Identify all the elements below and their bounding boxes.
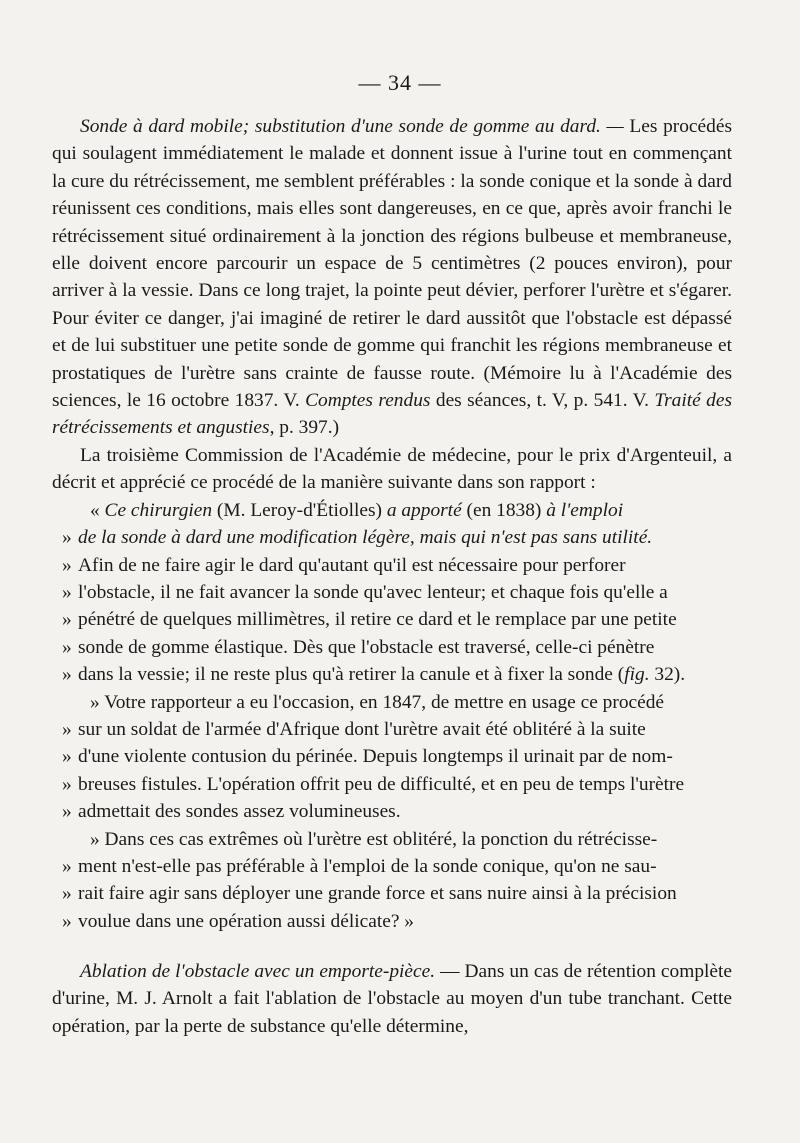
section-heading: Sonde à dard mobile; substitution d'une sonde de gomme au dard. — <box>80 116 624 137</box>
quote-line: » breuses fistules. L'opération offrit peu de difficulté, et en peu de temps l'urètre <box>62 773 685 795</box>
quote-line: » rait faire agir sans déployer une grande force et sans nuire ainsi à la précision <box>62 883 677 905</box>
main-text <box>52 113 732 935</box>
quote-line: » admettait des sondes assez volumineuses. <box>62 801 401 823</box>
quote-line: » Afin de ne faire agir le dard qu'autant qu'il est nécessaire pour perforer <box>62 554 626 576</box>
quote-line: » l'obstacle, il ne fait avancer la sonde qu'avec lenteur; et chaque fois qu'elle a <box>62 581 668 603</box>
ref-comptes-rendus: Comptes rendus <box>305 390 431 412</box>
quote-line: » pénétré de quelques millimètres, il retire ce dard et le remplace par une petite <box>62 609 677 631</box>
quote-line: » sonde de gomme élastique. Dès que l'obstacle est traversé, celle-ci pénètre <box>62 636 655 658</box>
section-body: Dans un cas de rétention complète d'urine, M. J. Arnolt a fait l'ablation de l'obstacle au moyen d'un tube tranchant. Cette opération, par la perte de substance qu'elle détermine, <box>52 961 733 1037</box>
commission-quote <box>52 497 732 936</box>
section-body: Les procédés qui soulagent immédiatement le malade et donnent issue à l'urine tout en commençant la cure du rétrécissement, me semblent préférables : la sonde conique et la sonde à dard réunissent ces conditions, mais elles sont dangereuses, en ce que, après avoir franchi le rétrécissement situé ordinairement à la jonction des régions bulbeuse et membraneuse, elle doivent encore parcourir un espace de 5 centimètres (2 pouces environ), pour arriver à la vessie. Dans ce long trajet, la pointe peut dévier, perforer l'urètre et s'égarer. Pour éviter ce danger, j'ai imaginé de retirer le dard aussitôt que l'obstacle est dépassé et de lui substituer une petite sonde de gomme qui franchit les régions membraneuse et prostatiques de l'urètre sans crainte de fausse route. (Mémoire lu à l'Académie des sciences, le 16 octobre 1837. V. <box>52 116 732 412</box>
paragraph-commission: La troisième Commission de l'Académie de médecine, pour le prix d'Argenteuil, a décrit et apprécié ce procédé de la manière suivante dans son rapport : <box>52 444 732 494</box>
quote-line: » de la sonde à dard une modification légère, mais qui n'est pas sans utilité. <box>62 527 653 549</box>
quote-line: » d'une violente contusion du périnée. Depuis longtemps il urinait par de nom- <box>62 746 673 768</box>
section-sonde-a-dard: Sonde à dard mobile; substitution d'une sonde de gomme au dard. — Les procédés qui soulagent immédiatement le malade et donnent issue à l'urine tout en commençant la cure du rétrécissement, me semblent préférables : la sonde conique et la sonde à dard réunissent ces conditions, mais elles sont dangereuses, en ce que, après avoir franchi le rétrécissement situé ordinairement à la jonction des régions bulbeuse et membraneuse, elle doivent encore parcourir un espace de 5 centimètres (2 pouces environ), pour arriver à la vessie. Dans ce long trajet, la pointe peut dévier, perforer l'urètre et s'égarer. Pour éviter ce danger, j'ai imaginé de retirer le dard aussitôt que l'obstacle est dépassé et de lui substituer une petite sonde de gomme qui franchit les régions membraneuse et prostatiques de l'urètre sans crainte de fausse route. (Mémoire lu à l'Académie des sciences, le 16 octobre 1837. V. Comptes rendus des séances, t. V, p. 541. V. Traité des rétrécissements et angusties, p. 397.) <box>52 116 732 439</box>
quote-line: » Dans ces cas extrêmes où l'urètre est oblitéré, la ponction du rétrécisse- <box>90 828 658 850</box>
quote-line: » Votre rapporteur a eu l'occasion, en 1847, de mettre en usage ce procédé <box>90 691 665 713</box>
section-heading: Ablation de l'obstacle avec un emporte-pièce. <box>80 961 436 982</box>
quote-line: » dans la vessie; il ne reste plus qu'à retirer la canule et à fixer la sonde (fig. 32). <box>62 664 686 686</box>
quote-line: » ment n'est-elle pas préférable à l'emploi de la sonde conique, qu'on ne sau- <box>62 855 657 877</box>
quote-line: » sur un soldat de l'armée d'Afrique dont l'urètre avait été oblitéré à la suite <box>62 718 646 740</box>
fig-reference: fig. <box>624 664 650 686</box>
page-number: — 34 — <box>358 70 442 95</box>
quote-line: « Ce chirurgien (M. Leroy-d'Étiolles) a apporté (en 1838) à l'emploi <box>90 499 624 521</box>
quote-line: » voulue dans une opération aussi délicate? » <box>62 910 414 932</box>
section-ablation: Ablation de l'obstacle avec un emporte-pièce. — Dans un cas de rétention complète d'urine, M. J. Arnolt a fait l'ablation de l'obstacle au moyen d'un tube tranchant. Cette opération, par la perte de substance qu'elle détermine, <box>52 961 733 1037</box>
ref-traite: Traité des rétrécissements et angusties <box>52 390 732 439</box>
